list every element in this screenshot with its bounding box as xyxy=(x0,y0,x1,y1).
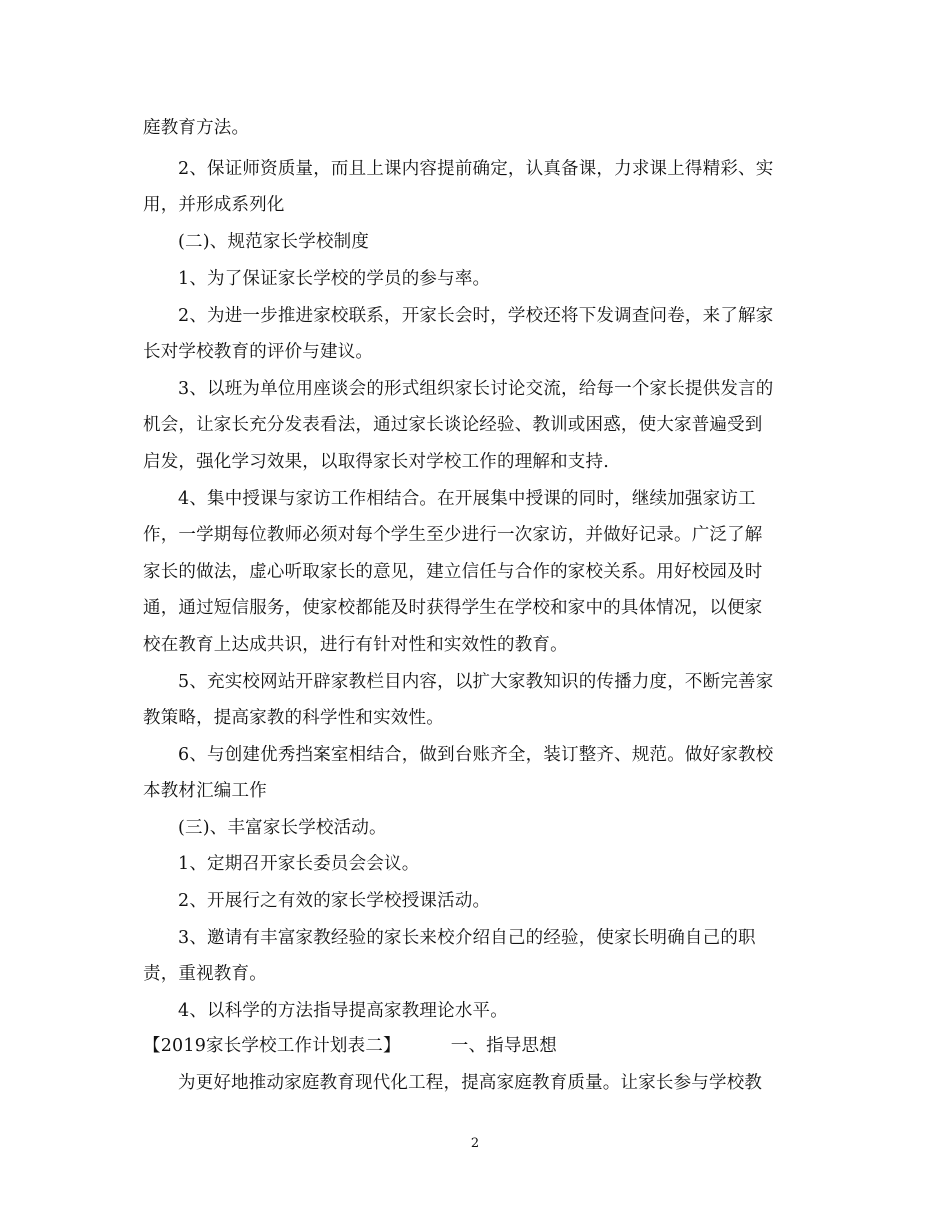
text-line: 为更好地推动家庭教育现代化工程，提高家庭教育质量。让家长参与学校教 xyxy=(178,1073,763,1093)
page-number: 2 xyxy=(470,1136,480,1151)
text-line: 家长的做法，虚心听取家长的意见，建立信任与合作的家校关系。用好校园及时 xyxy=(143,562,763,582)
text-line: 5、充实校网站开辟家教栏目内容，以扩大家教知识的传播力度，不断完善家 xyxy=(178,672,774,692)
text-line: 通，通过短信服务，使家校都能及时获得学生在学校和家中的具体情况，以便家 xyxy=(143,598,763,618)
text-line: 3、邀请有丰富家教经验的家长来校介绍自己的经验，使家长明确自己的职 xyxy=(178,928,756,948)
text-line: 4、以科学的方法指导提高家教理论水平。 xyxy=(178,1001,508,1021)
text-line: 启发，强化学习效果，以取得家长对学校工作的理解和支持. xyxy=(143,452,609,472)
text-line: 4、集中授课与家访工作相结合。在开展集中授课的同时，继续加强家访工 xyxy=(178,489,756,509)
section-heading: (二)、规范家长学校制度 xyxy=(178,232,370,252)
text-line: 2、保证师资质量，而且上课内容提前确定，认真备课，力求课上得精彩、实 xyxy=(178,159,774,179)
text-line: 6、与创建优秀挡案室相结合，做到台账齐全，装订整齐、规范。做好家教校 xyxy=(178,745,774,765)
text-line: 用，并形成系列化 xyxy=(143,195,285,215)
plan-title: 【2019家长学校工作计划表二】 xyxy=(143,1036,401,1056)
text-line: 机会，让家长充分发表看法，通过家长谈论经验、教训或困惑，使大家普遍受到 xyxy=(143,415,763,435)
text-line: 2、为进一步推进家校联系，开家长会时，学校还将下发调查问卷，来了解家 xyxy=(178,306,774,326)
text-line: 1、定期召开家长委员会会议。 xyxy=(178,854,420,874)
text-line: 2、开展行之有效的家长学校授课活动。 xyxy=(178,891,491,911)
plan-subtitle: 一、指导思想 xyxy=(450,1036,557,1056)
text-line: 作，一学期每位教师必须对每个学生至少进行一次家访，并做好记录。广泛了解 xyxy=(143,525,763,545)
text-line: 1、为了保证家长学校的学员的参与率。 xyxy=(178,269,491,289)
text-line: 教策略，提高家教的科学性和实效性。 xyxy=(143,708,444,728)
plan-heading xyxy=(143,1034,823,1058)
text-line: 庭教育方法。 xyxy=(143,118,250,138)
text-line: 责，重视教育。 xyxy=(143,964,267,984)
text-line: 本教材汇编工作 xyxy=(143,781,267,801)
section-heading: (三)、丰富家长学校活动。 xyxy=(178,818,387,838)
text-line: 3、以班为单位用座谈会的形式组织家长讨论交流，给每一个家长提供发言的 xyxy=(178,379,774,399)
text-line: 长对学校教育的评价与建议。 xyxy=(143,342,374,362)
text-line: 校在教育上达成共识，进行有针对性和实效性的教育。 xyxy=(143,635,568,655)
